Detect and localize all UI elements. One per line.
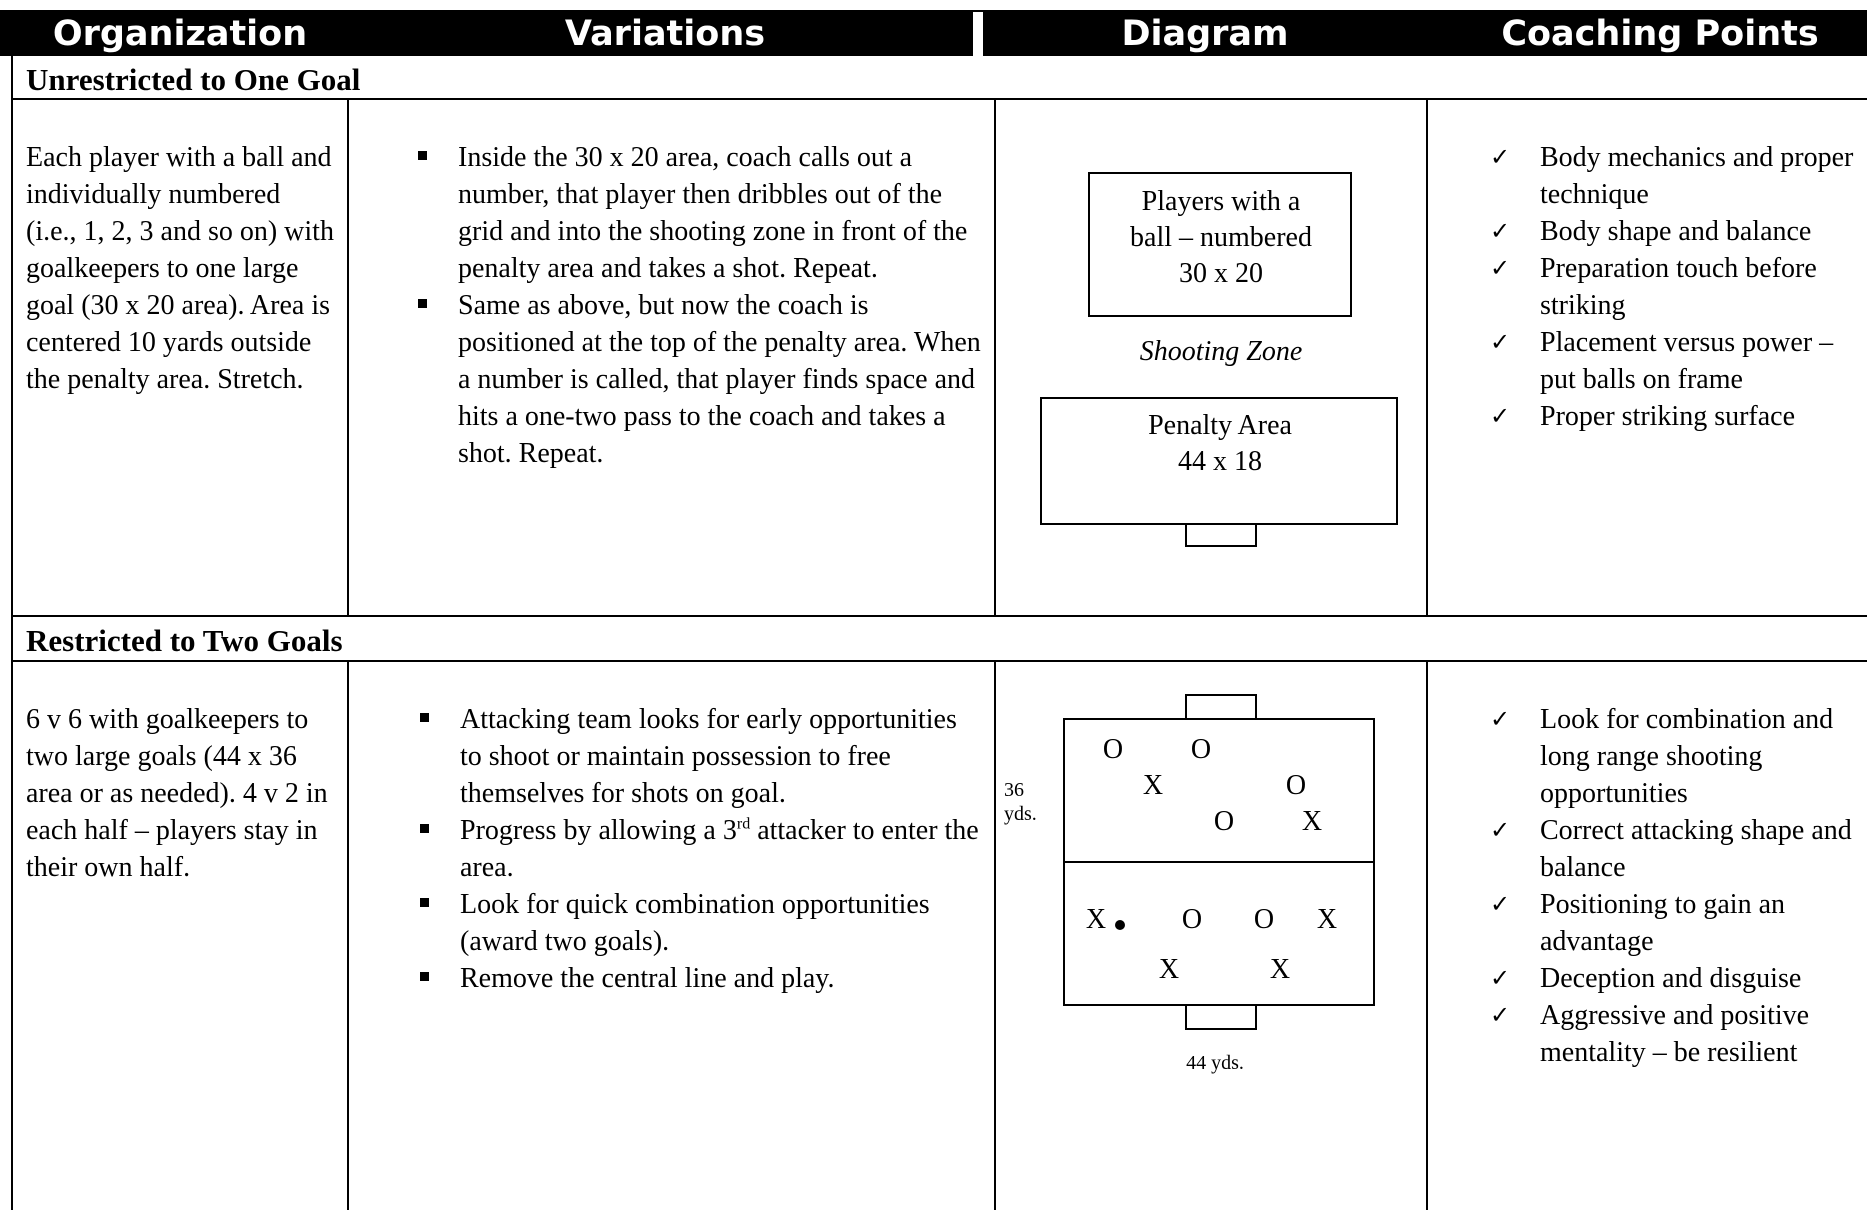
organization-text-2	[26, 701, 336, 886]
check-icon: ✓	[1490, 816, 1511, 844]
grid-label-line3: 30 x 20	[1179, 258, 1263, 289]
player-x-marker: X	[1142, 770, 1164, 801]
list-item: ✓ Body mechanics and proper technique	[1490, 139, 1865, 213]
coaching-points-list-1	[1490, 139, 1865, 435]
list-item: Inside the 30 x 20 area, coach calls out a number, that player then dribbles out of the grid and into the shooting zone in front of the penalty area and takes a shot. Repeat.	[410, 139, 982, 287]
check-icon: ✓	[1490, 890, 1511, 918]
player-x-marker: X	[1316, 904, 1338, 935]
penalty-label-line2: 44 x 18	[1178, 446, 1262, 477]
header-diagram: Diagram	[1121, 14, 1289, 54]
variations-list-1	[410, 139, 982, 472]
ball-icon	[1115, 920, 1125, 930]
list-item: Remove the central line and play.	[412, 960, 982, 997]
list-item: ✓ Placement versus power – put balls on frame	[1490, 324, 1865, 398]
header-coaching-points: Coaching Points	[1501, 14, 1819, 54]
player-o-marker: O	[1253, 904, 1275, 935]
list-item: ✓ Preparation touch before striking	[1490, 250, 1865, 324]
shooting-zone-label: Shooting Zone	[1139, 336, 1303, 367]
player-o-marker: O	[1213, 806, 1235, 837]
list-item: ✓ Aggressive and positive mentality – be resilient	[1490, 997, 1865, 1071]
list-item: Attacking team looks for early opportunities to shoot or maintain possession to free themselves for shots on goal.	[412, 701, 982, 812]
list-item: ✓ Look for combination and long range shooting opportunities	[1490, 701, 1865, 812]
column-divider-1a	[347, 98, 349, 615]
section-title-unrestricted: Unrestricted to One Goal	[26, 62, 361, 97]
organization-text-1	[26, 139, 336, 398]
list-item: ✓ Positioning to gain an advantage	[1490, 886, 1865, 960]
square-bullet-icon	[420, 972, 429, 981]
check-icon: ✓	[1490, 402, 1511, 430]
player-x-marker: X	[1158, 954, 1180, 985]
section-1-title-divider	[11, 98, 1867, 100]
organization-paragraph: Each player with a ball and individually numbered (i.e., 1, 2, 3 and so on) with goalkeepers to one large goal (30 x 20 area). Area is centered 10 yards outside the penalty area. Stretch.	[26, 142, 334, 395]
bottom-goal-box	[1186, 1005, 1256, 1029]
header-organization: Organization	[52, 14, 308, 54]
list-item: Progress by allowing a 3rd attacker to enter the area.	[412, 812, 982, 886]
square-bullet-icon	[418, 299, 427, 308]
player-x-marker: X	[1085, 904, 1107, 935]
section-2-title-divider	[11, 660, 1867, 662]
player-x-marker: X	[1269, 954, 1291, 985]
check-icon: ✓	[1490, 143, 1511, 171]
check-icon: ✓	[1490, 1001, 1511, 1029]
list-item: ✓ Deception and disguise	[1490, 960, 1865, 997]
penalty-label-line1: Penalty Area	[1148, 410, 1292, 441]
square-bullet-icon	[420, 713, 429, 722]
player-x-marker: X	[1301, 806, 1323, 837]
player-o-marker: O	[1102, 734, 1124, 765]
column-divider-3a	[1426, 98, 1428, 615]
player-o-marker: O	[1190, 734, 1212, 765]
header-separator	[973, 12, 983, 56]
coaching-points-list-2	[1490, 701, 1865, 1071]
player-o-marker: O	[1181, 904, 1203, 935]
column-divider-1b	[347, 660, 349, 1210]
check-icon: ✓	[1490, 964, 1511, 992]
table-left-border	[11, 56, 13, 1210]
variations-list-2	[412, 701, 982, 997]
list-item: ✓ Body shape and balance	[1490, 213, 1865, 250]
check-icon: ✓	[1490, 328, 1511, 356]
grid-label-line2: ball – numbered	[1130, 222, 1312, 253]
list-item: Same as above, but now the coach is positioned at the top of the penalty area. When a number is called, that player finds space and hits a one-two pass to the coach and takes a shot. Repeat.	[410, 287, 982, 472]
goal-box	[1186, 524, 1256, 546]
check-icon: ✓	[1490, 217, 1511, 245]
list-item: Look for quick combination opportunities (award two goals).	[412, 886, 982, 960]
check-icon: ✓	[1490, 254, 1511, 282]
organization-paragraph: 6 v 6 with goalkeepers to two large goals (44 x 36 area or as needed). 4 v 2 in each half – players stay in their own half.	[26, 704, 328, 883]
square-bullet-icon	[420, 824, 429, 833]
list-item: ✓ Correct attacking shape and balance	[1490, 812, 1865, 886]
column-divider-3b	[1426, 660, 1428, 1210]
player-o-marker: O	[1285, 770, 1307, 801]
check-icon: ✓	[1490, 705, 1511, 733]
square-bullet-icon	[420, 898, 429, 907]
grid-label-line1: Players with a	[1141, 186, 1301, 217]
section-divider	[11, 615, 1867, 617]
field-length-value: 36	[1004, 779, 1024, 801]
section-title-restricted: Restricted to Two Goals	[26, 623, 343, 658]
top-goal-box	[1186, 695, 1256, 719]
field-length-label	[1004, 778, 1054, 826]
square-bullet-icon	[418, 151, 427, 160]
field-width-label: 44 yds.	[1186, 1052, 1244, 1074]
field-length-unit: yds.	[1004, 803, 1037, 825]
list-item: ✓ Proper striking surface	[1490, 398, 1865, 435]
header-variations: Variations	[564, 14, 766, 54]
